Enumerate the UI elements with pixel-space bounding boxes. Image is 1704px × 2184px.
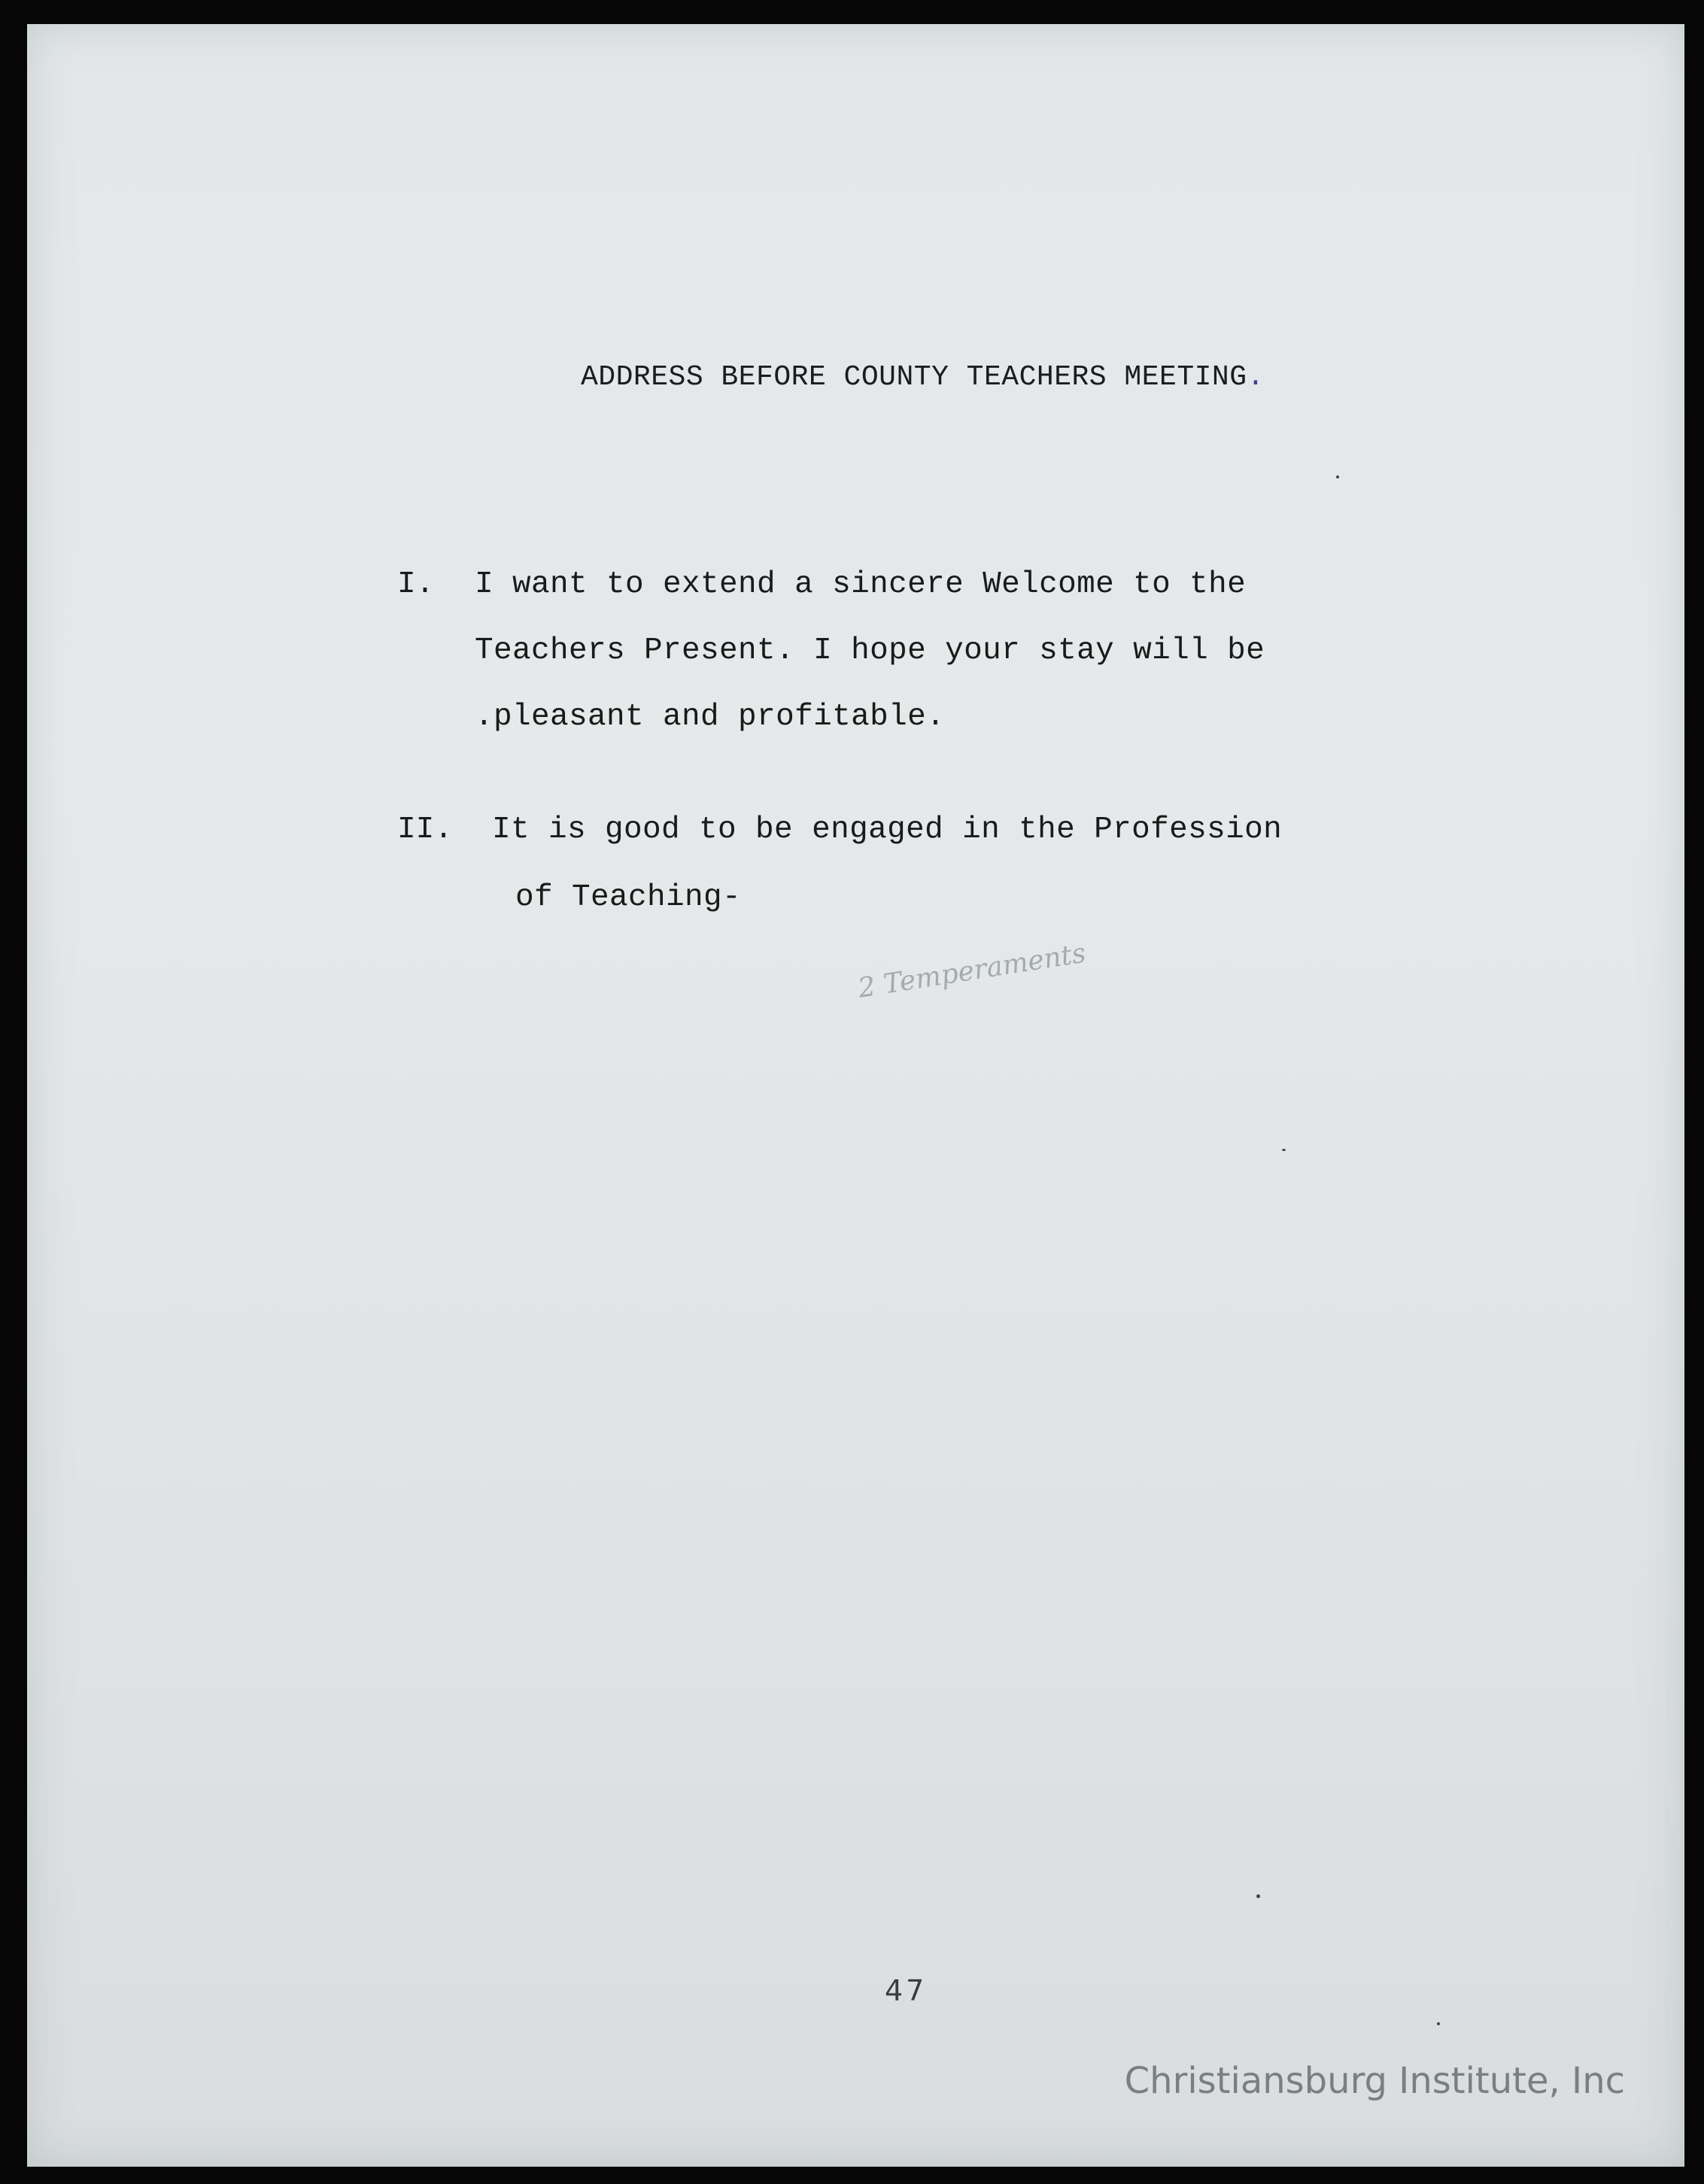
item-1-line-2: Teachers Present. I hope your stay will be [475,633,1265,668]
item-numeral-1: I. [397,567,435,602]
watermark-text: Christiansburg Institute, Inc [1124,2060,1625,2102]
handwritten-pencil-note: 2 Temperaments [855,937,1089,1004]
title-period: . [1247,361,1265,393]
item-2-line-1: It is good to be engaged in the Profession [492,813,1283,847]
item-1-line-3: .pleasant and profitable. [475,700,946,734]
item-2-line-2: of Teaching- [515,880,742,915]
paper-speck [1437,2022,1440,2025]
document-page [27,24,1684,2167]
document-title-text: ADDRESS BEFORE COUNTY TEACHERS MEETING [581,361,1247,393]
paper-speck [1256,1894,1260,1898]
paper-speck [1282,1149,1286,1151]
paper-speck [1336,475,1339,478]
item-1-line-1: I want to extend a sincere Welcome to the [475,567,1247,602]
handwritten-page-number: 47 [885,1974,928,2007]
document-title [581,361,1265,393]
item-numeral-2: II. [397,813,453,847]
